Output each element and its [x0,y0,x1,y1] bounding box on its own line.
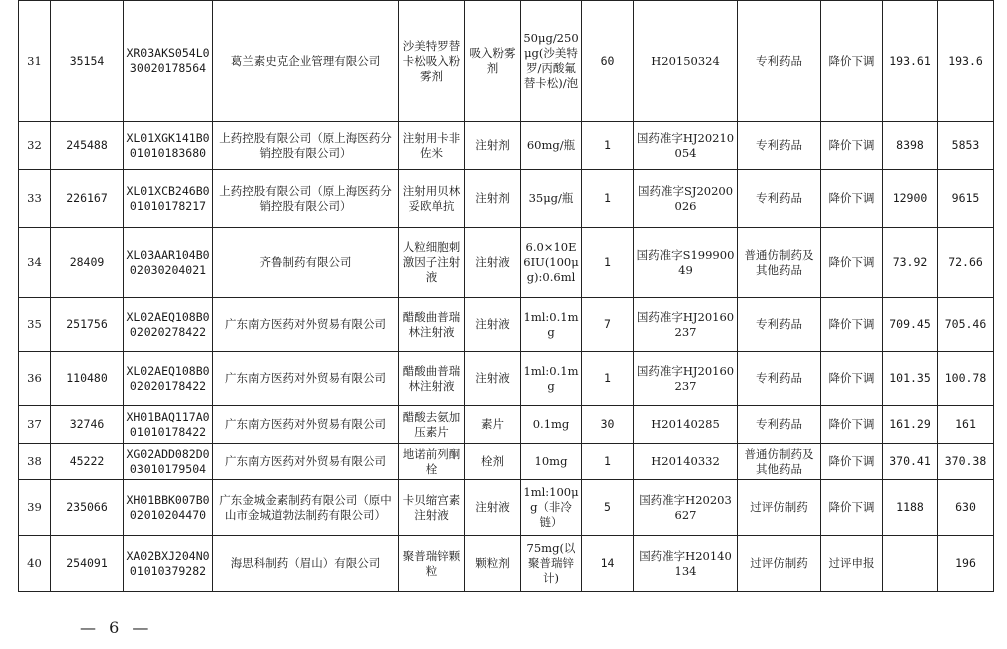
category-cell: 普通仿制药及其他药品 [738,228,821,298]
company-cell: 葛兰素史克企业管理有限公司 [213,1,399,122]
new-price-cell: 72.66 [938,228,994,298]
table-row [19,228,994,298]
dosage-form-cell: 注射液 [465,480,521,536]
code-cell: XL01XCB246B001010178217 [124,170,213,228]
table-row [19,480,994,536]
seq-cell: 39 [19,480,51,536]
approval-cell: 国药准字S19990049 [634,228,738,298]
category-cell: 过评仿制药 [738,480,821,536]
old-price-cell: 101.35 [883,352,938,406]
table-row [19,406,994,444]
old-price-cell: 709.45 [883,298,938,352]
approval-cell: 国药准字HJ20210054 [634,122,738,170]
spec-cell: 60mg/瓶 [521,122,582,170]
action-cell: 降价下调 [821,352,883,406]
id-cell: 245488 [51,122,124,170]
id-cell: 254091 [51,536,124,592]
old-price-cell: 8398 [883,122,938,170]
page-number: — 6 — [80,618,153,637]
quantity-cell: 1 [582,352,634,406]
seq-cell: 40 [19,536,51,592]
approval-cell: 国药准字HJ20160237 [634,352,738,406]
spec-cell: 0.1mg [521,406,582,444]
id-cell: 35154 [51,1,124,122]
code-cell: XL02AEQ108B002020278422 [124,298,213,352]
table-row [19,298,994,352]
category-cell: 普通仿制药及其他药品 [738,444,821,480]
action-cell: 降价下调 [821,444,883,480]
spec-cell: 1ml:0.1mg [521,298,582,352]
code-cell: XH01BBK007B002010204470 [124,480,213,536]
dosage-form-cell: 注射剂 [465,122,521,170]
category-cell: 过评仿制药 [738,536,821,592]
table-row [19,1,994,122]
dosage-form-cell: 吸入粉雾剂 [465,1,521,122]
approval-cell: 国药准字SJ20200026 [634,170,738,228]
quantity-cell: 5 [582,480,634,536]
approval-cell: 国药准字H20203627 [634,480,738,536]
category-cell: 专利药品 [738,1,821,122]
company-cell: 广东南方医药对外贸易有限公司 [213,298,399,352]
quantity-cell: 30 [582,406,634,444]
quantity-cell: 1 [582,122,634,170]
old-price-cell: 12900 [883,170,938,228]
company-cell: 上药控股有限公司（原上海医药分销控股有限公司） [213,122,399,170]
category-cell: 专利药品 [738,122,821,170]
quantity-cell: 60 [582,1,634,122]
seq-cell: 31 [19,1,51,122]
seq-cell: 32 [19,122,51,170]
company-cell: 广东金城金素制药有限公司（原中山市金城道勃法制药有限公司） [213,480,399,536]
drug-name-cell: 聚普瑞锌颗粒 [399,536,465,592]
seq-cell: 36 [19,352,51,406]
new-price-cell: 161 [938,406,994,444]
dosage-form-cell: 素片 [465,406,521,444]
code-cell: XA02BXJ204N001010379282 [124,536,213,592]
dosage-form-cell: 栓剂 [465,444,521,480]
code-cell: XR03AKS054L030020178564 [124,1,213,122]
code-cell: XL02AEQ108B002020178422 [124,352,213,406]
new-price-cell: 9615 [938,170,994,228]
company-cell: 上药控股有限公司（原上海医药分销控股有限公司） [213,170,399,228]
action-cell: 降价下调 [821,1,883,122]
old-price-cell: 370.41 [883,444,938,480]
category-cell: 专利药品 [738,406,821,444]
table-row [19,536,994,592]
new-price-cell: 705.46 [938,298,994,352]
spec-cell: 75mg(以聚普瑞锌计) [521,536,582,592]
company-cell: 广东南方医药对外贸易有限公司 [213,406,399,444]
drug-name-cell: 人粒细胞刺激因子注射液 [399,228,465,298]
approval-cell: 国药准字HJ20160237 [634,298,738,352]
code-cell: XL01XGK141B001010183680 [124,122,213,170]
drug-name-cell: 地诺前列酮栓 [399,444,465,480]
action-cell: 降价下调 [821,122,883,170]
seq-cell: 37 [19,406,51,444]
seq-cell: 33 [19,170,51,228]
company-cell: 海思科制药（眉山）有限公司 [213,536,399,592]
quantity-cell: 1 [582,170,634,228]
dosage-form-cell: 注射液 [465,298,521,352]
id-cell: 32746 [51,406,124,444]
action-cell: 降价下调 [821,298,883,352]
quantity-cell: 1 [582,444,634,480]
id-cell: 251756 [51,298,124,352]
old-price-cell: 1188 [883,480,938,536]
spec-cell: 1ml:100μg（非冷链） [521,480,582,536]
company-cell: 齐鲁制药有限公司 [213,228,399,298]
new-price-cell: 5853 [938,122,994,170]
new-price-cell: 370.38 [938,444,994,480]
approval-cell: H20150324 [634,1,738,122]
action-cell: 过评申报 [821,536,883,592]
drug-name-cell: 醋酸曲普瑞林注射液 [399,352,465,406]
spec-cell: 1ml:0.1mg [521,352,582,406]
category-cell: 专利药品 [738,352,821,406]
seq-cell: 35 [19,298,51,352]
code-cell: XH01BAQ117A001010178422 [124,406,213,444]
drug-name-cell: 注射用卡非佐米 [399,122,465,170]
drug-name-cell: 注射用贝林妥欧单抗 [399,170,465,228]
dosage-form-cell: 颗粒剂 [465,536,521,592]
id-cell: 226167 [51,170,124,228]
old-price-cell: 161.29 [883,406,938,444]
action-cell: 降价下调 [821,406,883,444]
action-cell: 降价下调 [821,480,883,536]
spec-cell: 35μg/瓶 [521,170,582,228]
quantity-cell: 14 [582,536,634,592]
action-cell: 降价下调 [821,170,883,228]
dosage-form-cell: 注射剂 [465,170,521,228]
category-cell: 专利药品 [738,298,821,352]
spec-cell: 50μg/250μg(沙美特罗/丙酸氟替卡松)/泡 [521,1,582,122]
table-row [19,352,994,406]
spec-cell: 10mg [521,444,582,480]
drug-price-table [18,0,994,592]
drug-name-cell: 卡贝缩宫素注射液 [399,480,465,536]
new-price-cell: 100.78 [938,352,994,406]
approval-cell: H20140285 [634,406,738,444]
quantity-cell: 7 [582,298,634,352]
seq-cell: 38 [19,444,51,480]
action-cell: 降价下调 [821,228,883,298]
code-cell: XL03AAR104B002030204021 [124,228,213,298]
old-price-cell: 73.92 [883,228,938,298]
id-cell: 28409 [51,228,124,298]
company-cell: 广东南方医药对外贸易有限公司 [213,352,399,406]
id-cell: 45222 [51,444,124,480]
table-row [19,122,994,170]
seq-cell: 34 [19,228,51,298]
new-price-cell: 193.6 [938,1,994,122]
id-cell: 110480 [51,352,124,406]
drug-name-cell: 醋酸曲普瑞林注射液 [399,298,465,352]
category-cell: 专利药品 [738,170,821,228]
quantity-cell: 1 [582,228,634,298]
old-price-cell [883,536,938,592]
old-price-cell: 193.61 [883,1,938,122]
table-row [19,444,994,480]
new-price-cell: 630 [938,480,994,536]
code-cell: XG02ADD082D003010179504 [124,444,213,480]
dosage-form-cell: 注射液 [465,228,521,298]
drug-name-cell: 醋酸去氨加压素片 [399,406,465,444]
company-cell: 广东南方医药对外贸易有限公司 [213,444,399,480]
drug-name-cell: 沙美特罗替卡松吸入粉雾剂 [399,1,465,122]
id-cell: 235066 [51,480,124,536]
table-row [19,170,994,228]
approval-cell: H20140332 [634,444,738,480]
dosage-form-cell: 注射液 [465,352,521,406]
spec-cell: 6.0×10E6IU(100μg):0.6ml [521,228,582,298]
new-price-cell: 196 [938,536,994,592]
approval-cell: 国药准字H20140134 [634,536,738,592]
